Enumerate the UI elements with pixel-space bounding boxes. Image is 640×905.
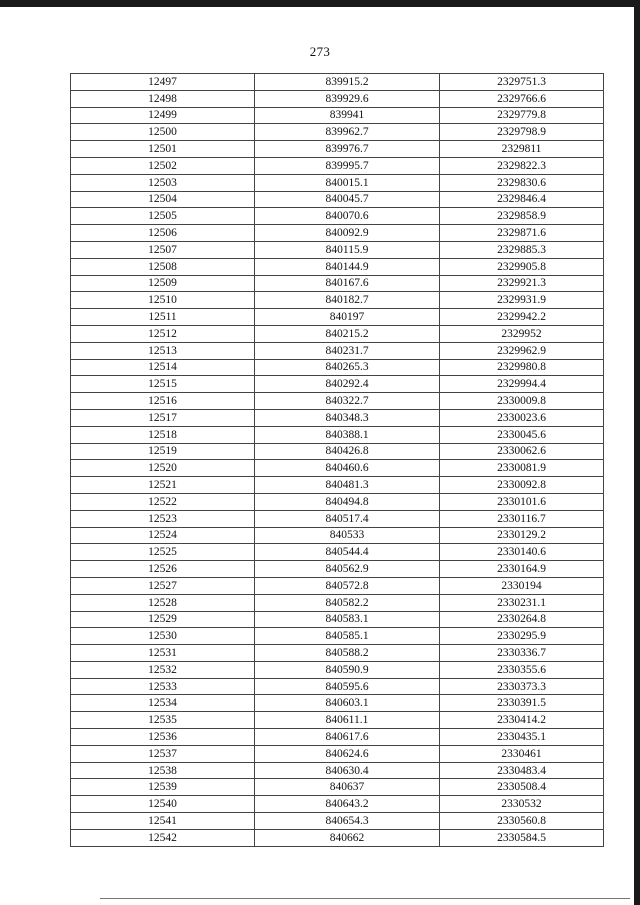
table-row <box>71 661 604 678</box>
table-row <box>71 628 604 645</box>
table-row <box>71 779 604 796</box>
y-coordinate-cell: 2330391.5 <box>440 695 604 712</box>
point-id-cell: 12499 <box>71 107 255 124</box>
y-coordinate-cell: 2329931.9 <box>440 292 604 309</box>
y-coordinate-cell: 2329885.3 <box>440 241 604 258</box>
table-row <box>71 141 604 158</box>
point-id-cell: 12531 <box>71 645 255 662</box>
point-id-cell: 12539 <box>71 779 255 796</box>
x-coordinate-cell: 840643.2 <box>255 796 440 813</box>
y-coordinate-cell: 2330560.8 <box>440 813 604 830</box>
y-coordinate-cell: 2330045.6 <box>440 426 604 443</box>
x-coordinate-cell: 840630.4 <box>255 762 440 779</box>
x-coordinate-cell: 840588.2 <box>255 645 440 662</box>
table-row <box>71 510 604 527</box>
x-coordinate-cell: 840595.6 <box>255 678 440 695</box>
y-coordinate-cell: 2329952 <box>440 325 604 342</box>
x-coordinate-cell: 840115.9 <box>255 241 440 258</box>
point-id-cell: 12534 <box>71 695 255 712</box>
y-coordinate-cell: 2329811 <box>440 141 604 158</box>
point-id-cell: 12501 <box>71 141 255 158</box>
y-coordinate-cell: 2330116.7 <box>440 510 604 527</box>
y-coordinate-cell: 2330584.5 <box>440 829 604 846</box>
x-coordinate-cell: 840611.1 <box>255 712 440 729</box>
point-id-cell: 12538 <box>71 762 255 779</box>
table-row <box>71 359 604 376</box>
y-coordinate-cell: 2330355.6 <box>440 661 604 678</box>
x-coordinate-cell: 840481.3 <box>255 477 440 494</box>
point-id-cell: 12520 <box>71 460 255 477</box>
y-coordinate-cell: 2330483.4 <box>440 762 604 779</box>
x-coordinate-cell: 840144.9 <box>255 258 440 275</box>
point-id-cell: 12536 <box>71 729 255 746</box>
table-row <box>71 695 604 712</box>
point-id-cell: 12497 <box>71 74 255 91</box>
y-coordinate-cell: 2329822.3 <box>440 157 604 174</box>
x-coordinate-cell: 840426.8 <box>255 443 440 460</box>
point-id-cell: 12512 <box>71 325 255 342</box>
coordinates-table <box>70 73 604 847</box>
y-coordinate-cell: 2330194 <box>440 577 604 594</box>
y-coordinate-cell: 2329921.3 <box>440 275 604 292</box>
x-coordinate-cell: 840637 <box>255 779 440 796</box>
table-row <box>71 745 604 762</box>
y-coordinate-cell: 2330508.4 <box>440 779 604 796</box>
point-id-cell: 12518 <box>71 426 255 443</box>
table-row <box>71 712 604 729</box>
table-row <box>71 544 604 561</box>
table-row <box>71 90 604 107</box>
table-row <box>71 258 604 275</box>
x-coordinate-cell: 840197 <box>255 309 440 326</box>
table-row <box>71 124 604 141</box>
table-row <box>71 292 604 309</box>
table-row <box>71 325 604 342</box>
point-id-cell: 12503 <box>71 174 255 191</box>
table-row <box>71 477 604 494</box>
point-id-cell: 12509 <box>71 275 255 292</box>
point-id-cell: 12541 <box>71 813 255 830</box>
table-row <box>71 493 604 510</box>
point-id-cell: 12540 <box>71 796 255 813</box>
table-row <box>71 157 604 174</box>
table-row <box>71 577 604 594</box>
x-coordinate-cell: 840662 <box>255 829 440 846</box>
point-id-cell: 12519 <box>71 443 255 460</box>
x-coordinate-cell: 840533 <box>255 527 440 544</box>
table-row <box>71 376 604 393</box>
x-coordinate-cell: 840388.1 <box>255 426 440 443</box>
point-id-cell: 12502 <box>71 157 255 174</box>
point-id-cell: 12513 <box>71 342 255 359</box>
point-id-cell: 12510 <box>71 292 255 309</box>
point-id-cell: 12500 <box>71 124 255 141</box>
y-coordinate-cell: 2329871.6 <box>440 225 604 242</box>
y-coordinate-cell: 2330023.6 <box>440 409 604 426</box>
x-coordinate-cell: 840092.9 <box>255 225 440 242</box>
x-coordinate-cell: 839915.2 <box>255 74 440 91</box>
y-coordinate-cell: 2330336.7 <box>440 645 604 662</box>
point-id-cell: 12533 <box>71 678 255 695</box>
table-row <box>71 729 604 746</box>
y-coordinate-cell: 2330295.9 <box>440 628 604 645</box>
table-row <box>71 208 604 225</box>
x-coordinate-cell: 840562.9 <box>255 561 440 578</box>
y-coordinate-cell: 2329980.8 <box>440 359 604 376</box>
scan-bottom-line <box>100 898 630 899</box>
point-id-cell: 12525 <box>71 544 255 561</box>
table-row <box>71 443 604 460</box>
point-id-cell: 12530 <box>71 628 255 645</box>
x-coordinate-cell: 840231.7 <box>255 342 440 359</box>
table-row <box>71 342 604 359</box>
point-id-cell: 12507 <box>71 241 255 258</box>
scan-border-right <box>634 0 640 905</box>
x-coordinate-cell: 840617.6 <box>255 729 440 746</box>
point-id-cell: 12505 <box>71 208 255 225</box>
y-coordinate-cell: 2330264.8 <box>440 611 604 628</box>
table-row <box>71 191 604 208</box>
y-coordinate-cell: 2330129.2 <box>440 527 604 544</box>
x-coordinate-cell: 839995.7 <box>255 157 440 174</box>
y-coordinate-cell: 2329798.9 <box>440 124 604 141</box>
x-coordinate-cell: 840582.2 <box>255 594 440 611</box>
x-coordinate-cell: 840583.1 <box>255 611 440 628</box>
x-coordinate-cell: 839962.7 <box>255 124 440 141</box>
point-id-cell: 12529 <box>71 611 255 628</box>
y-coordinate-cell: 2330461 <box>440 745 604 762</box>
y-coordinate-cell: 2329846.4 <box>440 191 604 208</box>
x-coordinate-cell: 840215.2 <box>255 325 440 342</box>
x-coordinate-cell: 840348.3 <box>255 409 440 426</box>
x-coordinate-cell: 840494.8 <box>255 493 440 510</box>
table-row <box>71 107 604 124</box>
x-coordinate-cell: 839929.6 <box>255 90 440 107</box>
point-id-cell: 12535 <box>71 712 255 729</box>
y-coordinate-cell: 2329942.2 <box>440 309 604 326</box>
x-coordinate-cell: 840167.6 <box>255 275 440 292</box>
point-id-cell: 12526 <box>71 561 255 578</box>
point-id-cell: 12514 <box>71 359 255 376</box>
table-row <box>71 678 604 695</box>
y-coordinate-cell: 2330373.3 <box>440 678 604 695</box>
y-coordinate-cell: 2329858.9 <box>440 208 604 225</box>
y-coordinate-cell: 2329766.6 <box>440 90 604 107</box>
table-row <box>71 561 604 578</box>
y-coordinate-cell: 2329830.6 <box>440 174 604 191</box>
point-id-cell: 12508 <box>71 258 255 275</box>
y-coordinate-cell: 2330101.6 <box>440 493 604 510</box>
point-id-cell: 12515 <box>71 376 255 393</box>
y-coordinate-cell: 2330435.1 <box>440 729 604 746</box>
table-row <box>71 645 604 662</box>
x-coordinate-cell: 840572.8 <box>255 577 440 594</box>
x-coordinate-cell: 840070.6 <box>255 208 440 225</box>
y-coordinate-cell: 2330532 <box>440 796 604 813</box>
point-id-cell: 12504 <box>71 191 255 208</box>
point-id-cell: 12528 <box>71 594 255 611</box>
y-coordinate-cell: 2330414.2 <box>440 712 604 729</box>
point-id-cell: 12498 <box>71 90 255 107</box>
y-coordinate-cell: 2330009.8 <box>440 393 604 410</box>
y-coordinate-cell: 2329994.4 <box>440 376 604 393</box>
point-id-cell: 12511 <box>71 309 255 326</box>
point-id-cell: 12517 <box>71 409 255 426</box>
table-row <box>71 275 604 292</box>
y-coordinate-cell: 2329779.8 <box>440 107 604 124</box>
y-coordinate-cell: 2330231.1 <box>440 594 604 611</box>
y-coordinate-cell: 2330081.9 <box>440 460 604 477</box>
point-id-cell: 12542 <box>71 829 255 846</box>
page-number: 273 <box>309 44 331 59</box>
table-row <box>71 527 604 544</box>
y-coordinate-cell: 2329962.9 <box>440 342 604 359</box>
table-row <box>71 409 604 426</box>
x-coordinate-cell: 840590.9 <box>255 661 440 678</box>
x-coordinate-cell: 840654.3 <box>255 813 440 830</box>
table-row <box>71 426 604 443</box>
x-coordinate-cell: 840624.6 <box>255 745 440 762</box>
table-row <box>71 241 604 258</box>
x-coordinate-cell: 840460.6 <box>255 460 440 477</box>
y-coordinate-cell: 2329751.3 <box>440 74 604 91</box>
table-row <box>71 225 604 242</box>
table-row <box>71 74 604 91</box>
point-id-cell: 12523 <box>71 510 255 527</box>
point-id-cell: 12516 <box>71 393 255 410</box>
x-coordinate-cell: 840265.3 <box>255 359 440 376</box>
x-coordinate-cell: 840322.7 <box>255 393 440 410</box>
x-coordinate-cell: 840045.7 <box>255 191 440 208</box>
table-row <box>71 762 604 779</box>
x-coordinate-cell: 840603.1 <box>255 695 440 712</box>
table-row <box>71 460 604 477</box>
point-id-cell: 12506 <box>71 225 255 242</box>
y-coordinate-cell: 2330062.6 <box>440 443 604 460</box>
table-row <box>71 174 604 191</box>
x-coordinate-cell: 840182.7 <box>255 292 440 309</box>
x-coordinate-cell: 839976.7 <box>255 141 440 158</box>
x-coordinate-cell: 840585.1 <box>255 628 440 645</box>
point-id-cell: 12532 <box>71 661 255 678</box>
point-id-cell: 12522 <box>71 493 255 510</box>
y-coordinate-cell: 2330092.8 <box>440 477 604 494</box>
x-coordinate-cell: 840292.4 <box>255 376 440 393</box>
table-row <box>71 309 604 326</box>
x-coordinate-cell: 840015.1 <box>255 174 440 191</box>
table-row <box>71 796 604 813</box>
table-row <box>71 829 604 846</box>
point-id-cell: 12527 <box>71 577 255 594</box>
table-row <box>71 594 604 611</box>
x-coordinate-cell: 839941 <box>255 107 440 124</box>
x-coordinate-cell: 840544.4 <box>255 544 440 561</box>
table-row <box>71 393 604 410</box>
table-row <box>71 611 604 628</box>
y-coordinate-cell: 2330140.6 <box>440 544 604 561</box>
point-id-cell: 12537 <box>71 745 255 762</box>
point-id-cell: 12521 <box>71 477 255 494</box>
point-id-cell: 12524 <box>71 527 255 544</box>
scan-border-top <box>0 0 640 7</box>
y-coordinate-cell: 2329905.8 <box>440 258 604 275</box>
x-coordinate-cell: 840517.4 <box>255 510 440 527</box>
y-coordinate-cell: 2330164.9 <box>440 561 604 578</box>
coordinates-table-body <box>71 74 604 847</box>
table-row <box>71 813 604 830</box>
